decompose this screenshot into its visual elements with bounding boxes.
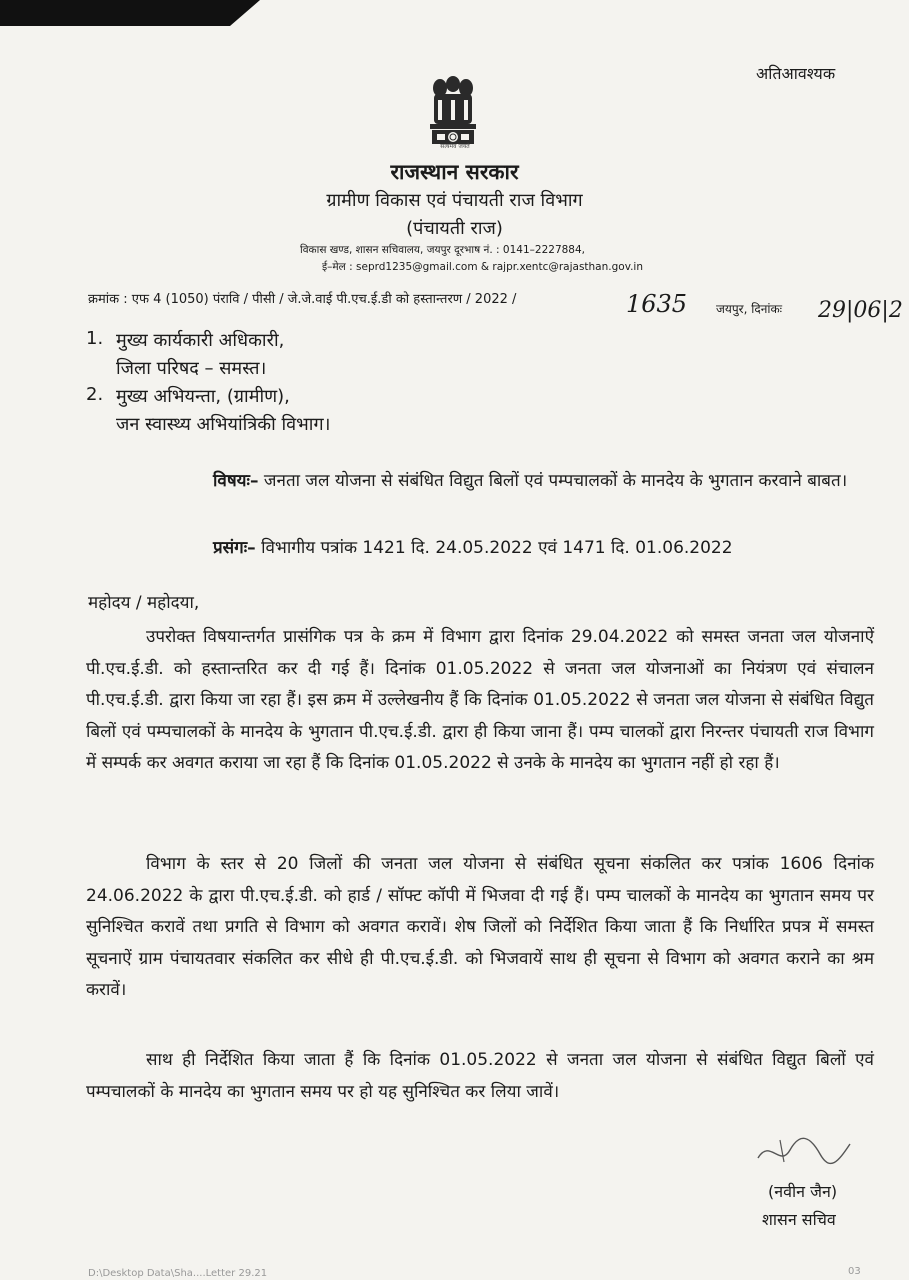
body-paragraph-3: साथ ही निर्देशित किया जाता हैं कि दिनांक 01.05.2022 से जनता जल योजना से संबंधित विद्युत बिलों एवं पम्पचालकों के मानदेय का भुगतान समय पर हो यह सुनिश्चित कर लिया जावें। [86, 1050, 874, 1102]
body-paragraph-1: उपरोक्त विषयान्तर्गत प्रासंगिक पत्र के क्रम में विभाग द्वारा दिनांक 29.04.2022 को समस्त जनता जल योजनाऐं पी.एच.ई.डी. को हस्तान्तरित कर दी गई हैं। दिनांक 01.05.2022 से जनता जल योजनाओं का नियंत्रण एवं संचालन पी.एच.ई.डी. द्वारा किया जा रहा हैं। इस क्रम में उल्लेखनीय हैं कि दिनांक 01.05.2022 से जनता जल योजना से संबंधित विद्युत बिलों एवं पम्पचालकों के मानदेय के भुगतान पी.एच.ई.डी. द्वारा ही किया जाना हैं। पम्प चालकों द्वारा निरन्तर पंचायती राज विभाग में सम्पर्क कर अवगत कराया जा रहा हैं कि दिनांक 01.05.2022 से उनके के मानदेय का भुगतान नहीं हो रहा हैं। [86, 627, 874, 774]
subject-text: जनता जल योजना से संबंधित विद्युत बिलों एवं पम्पचालकों के मानदेय के भुगतान करवाने बाबत। [263, 471, 848, 491]
addressee-1-number: 1. [86, 328, 104, 349]
addressee-2-line2: जन स्वास्थ्य अभियांत्रिकी विभाग। [116, 414, 331, 435]
office-email: ई–मेल : seprd1235@gmail.com & rajpr.xentc@rajasthan.gov.in [322, 261, 644, 273]
addressee-2-line1: मुख्य अभियन्ता, (ग्रामीण), [116, 386, 290, 407]
subject-label: विषयः– [213, 471, 259, 491]
date-label: जयपुर, दिनांकः [716, 302, 783, 316]
footer-file-path: D:\Desktop Data\Sha....Letter 29.21 [88, 1268, 268, 1279]
addressee-2-number: 2. [86, 384, 104, 405]
reference-prefix: क्रमांक : एफ 4 (1050) पंरावि / पीसी / जे.जे.वाई पी.एच.ई.डी को हस्तान्तरण / 2022 / [88, 292, 517, 307]
government-name: राजस्थान सरकार [390, 160, 519, 184]
subject-block [213, 465, 878, 498]
reference-block [213, 535, 733, 558]
addressee-1-line1: मुख्य कार्यकारी अधिकारी, [116, 330, 285, 351]
signatory-name: (नवीन जैन) [768, 1182, 838, 1201]
emblem-motto: सत्यमेव जयते [440, 143, 470, 150]
office-address: विकास खण्ड, शासन सचिवालय, जयपुर दूरभाष नं. : 0141–2227884, [300, 244, 585, 256]
signature-icon [750, 1128, 860, 1173]
scan-corner-shadow [0, 0, 260, 26]
reference-number: 1635 [626, 290, 688, 318]
addressee-1-line2: जिला परिषद – समस्त। [116, 358, 267, 379]
body-paragraph-2: विभाग के स्तर से 20 जिलों की जनता जल योजना से संबंधित सूचना संकलित कर पत्रांक 1606 दिनांक 24.06.2022 के द्वारा पी.एच.ई.डी. को हार्ड / सॉफ्ट कॉपी में भिजवा दी गई हैं। पम्प चालकों के मानदेय का भुगतान समय पर सुनिश्चित करावें तथा प्रगति से विभाग को अवगत करावें। शेष जिलों को निर्देशित किया जाता हैं कि निर्धारित प्रपत्र में समस्त सूचनाऐं ग्राम पंचायतवार संकलित कर सीधे ही पी.एच.ई.डी. को भिजवायें साथ ही सूचना से विभाग को अवगत कराने का श्रम करावें। [86, 854, 874, 1001]
department-name: ग्रामीण विकास एवं पंचायती राज विभाग [326, 190, 583, 211]
prasang-text: विभागीय पत्रांक 1421 दि. 24.05.2022 एवं 1471 दि. 01.06.2022 [261, 538, 733, 558]
priority-marking: अतिआवश्यक [756, 64, 836, 83]
salutation: महोदय / महोदया, [88, 593, 200, 613]
footer-page-code: 03 [848, 1266, 861, 1277]
date-value: 29|06|2 [818, 298, 903, 323]
signatory-designation: शासन सचिव [762, 1210, 836, 1229]
division-name: (पंचायती राज) [406, 218, 503, 239]
prasang-label: प्रसंगः– [213, 538, 256, 558]
